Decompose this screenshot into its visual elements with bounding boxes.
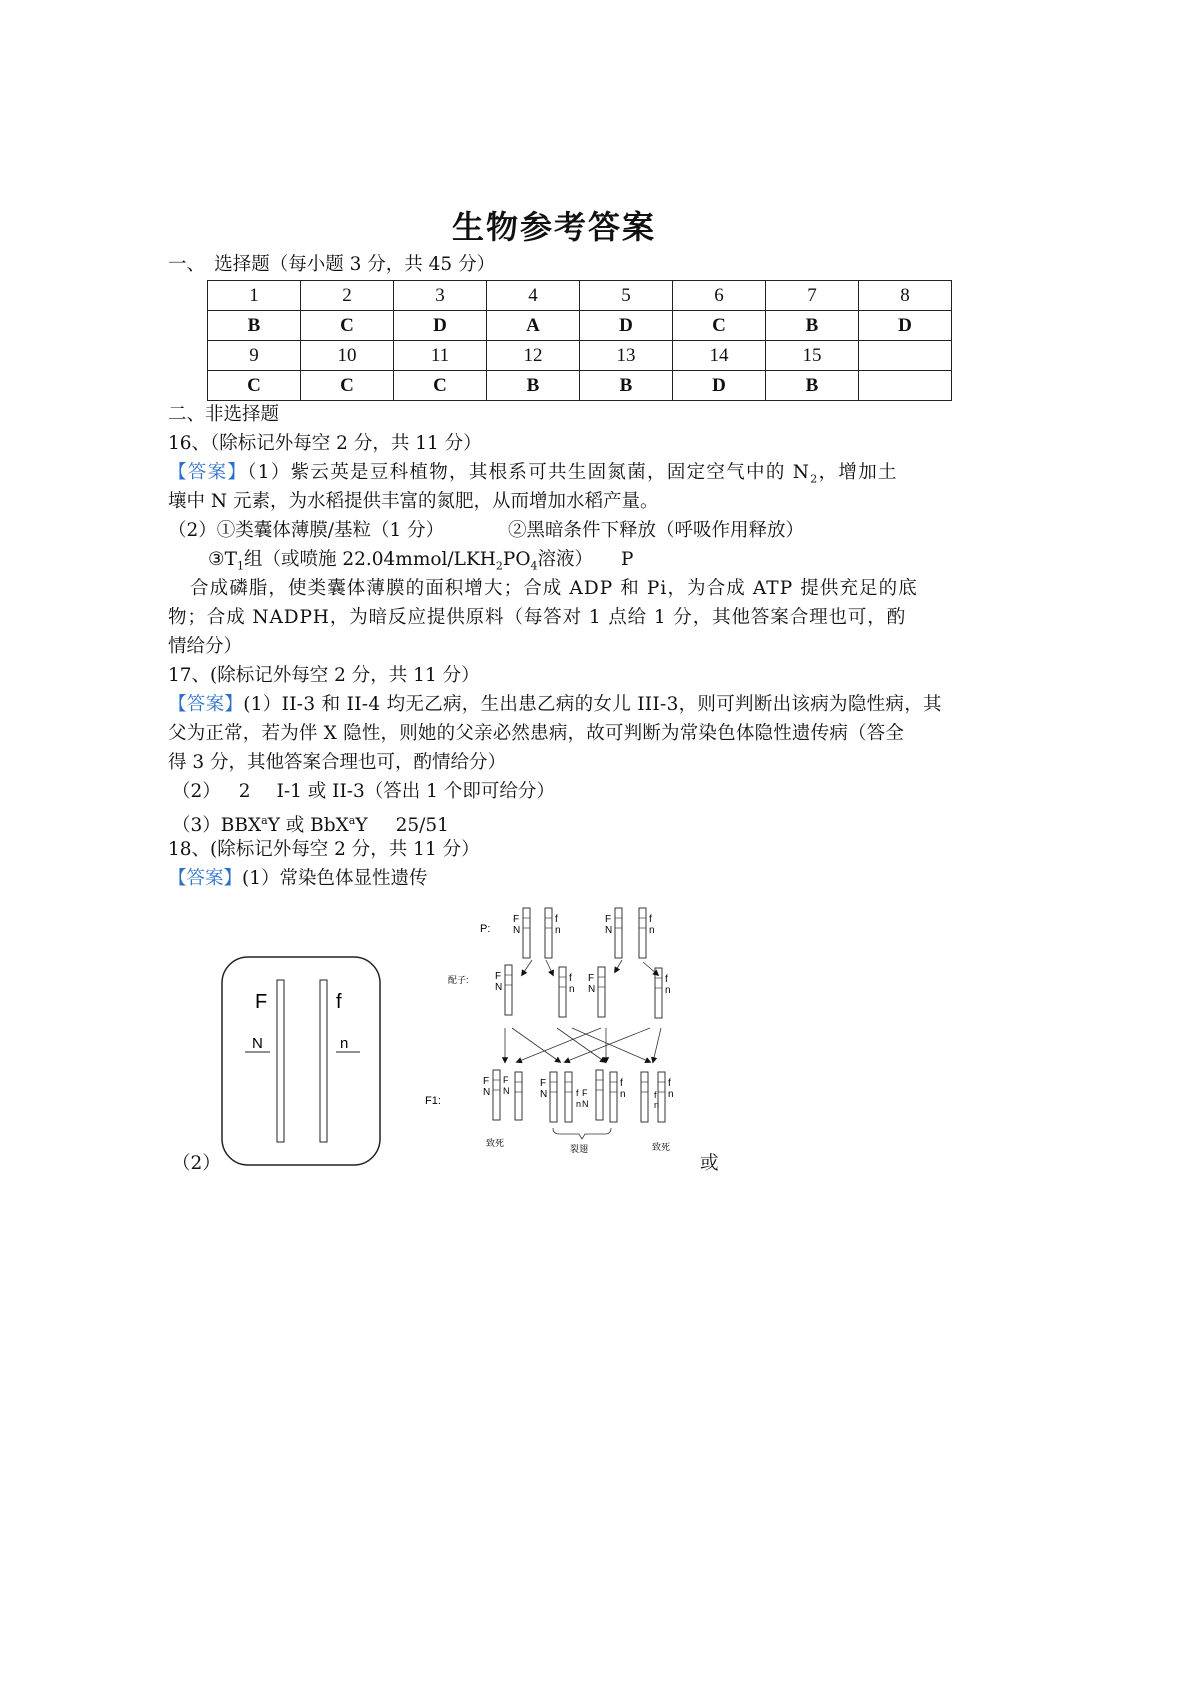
chromosome — [658, 1072, 665, 1122]
answer-cell: C — [301, 311, 394, 341]
answer-tag: 【答案】 — [168, 462, 248, 483]
answer-cell: C — [673, 311, 766, 341]
q17-line-3: 得 3 分，其他答案合理也可，酌情给分） — [168, 752, 507, 773]
chromosome — [523, 908, 530, 958]
chromosome — [515, 1072, 522, 1120]
arrow — [557, 1028, 605, 1062]
question-number-cell: 3 — [394, 281, 487, 311]
svg-text:N: N — [605, 925, 613, 936]
svg-text:N: N — [582, 1099, 589, 1109]
svg-text:f: f — [336, 991, 342, 1013]
svg-text:F: F — [255, 991, 268, 1013]
q16-line-2: 壤中 N 元素，为水稻提供丰富的氮肥，从而增加水稻产量。 — [168, 491, 659, 512]
q17-line-1: 【答案】(1）II-3 和 II-4 均无乙病，生出患乙病的女儿 III-3，则可判断出该病为隐性病，其 — [168, 694, 942, 715]
svg-text:裂翅: 裂翅 — [570, 1144, 589, 1154]
arrow — [522, 960, 532, 975]
arrow — [565, 1028, 650, 1062]
q17-line-2: 父为正常，若为伴 X 隐性，则她的父亲必然患病，故可判断为常染色体隐性遗传病（答全 — [168, 723, 905, 744]
chromosome — [596, 1070, 603, 1120]
q16-header: 16、（除标记外每空 2 分，共 11 分） — [168, 433, 482, 454]
question-number-cell: 13 — [580, 341, 673, 371]
svg-text:n: n — [340, 1035, 349, 1052]
question-number-cell: 1 — [208, 281, 301, 311]
chromosome — [610, 1072, 617, 1122]
chromosome — [493, 1070, 500, 1120]
answer-cell: D — [394, 311, 487, 341]
chromosome — [639, 908, 646, 958]
chromosome — [505, 965, 512, 1015]
arrow — [653, 1028, 661, 1062]
svg-text:N: N — [252, 1035, 263, 1052]
svg-text:F: F — [483, 1076, 490, 1087]
svg-text:F: F — [540, 1078, 547, 1089]
svg-text:N: N — [503, 1086, 510, 1096]
svg-text:F: F — [495, 971, 502, 982]
answer-cell: A — [487, 311, 580, 341]
svg-text:n: n — [665, 985, 671, 996]
svg-text:n: n — [654, 1100, 660, 1110]
question-number-cell: 10 — [301, 341, 394, 371]
q18-line-1: 【答案】(1）常染色体显性遗传 — [168, 868, 428, 889]
answer-cell: B — [487, 371, 580, 401]
q17-header: 17、(除标记外每空 2 分，共 11 分） — [168, 665, 480, 686]
q16-line-4: $③T_1$组（或喷施 $22.04mmol/LKH_2PO_4$溶液） P — [208, 549, 634, 573]
chromosome — [655, 968, 662, 1018]
svg-text:F: F — [605, 914, 612, 925]
q18-or: 或 — [700, 1153, 719, 1174]
answer-cell: C — [394, 371, 487, 401]
question-number-cell: 9 — [208, 341, 301, 371]
q18-line-2: （2） — [172, 1153, 221, 1174]
chromosome — [565, 1072, 572, 1122]
section-2-heading: 二、非选择题 — [168, 404, 280, 425]
svg-text:f: f — [668, 1078, 671, 1089]
question-number-cell: 12 — [487, 341, 580, 371]
arrow — [643, 962, 658, 975]
q16-line-3a: （2）①类囊体薄膜/基粒（1 分） — [168, 520, 445, 541]
svg-text:F1:: F1: — [425, 1095, 441, 1107]
question-number-cell: 15 — [766, 341, 859, 371]
q16-line-6: 物；合成 NADPH，为暗反应提供原料（每答对 1 点给 1 分，其他答案合理也可，酌 — [168, 607, 907, 628]
svg-text:N: N — [495, 982, 503, 993]
svg-text:n: n — [555, 925, 561, 936]
svg-text:配子:: 配子: — [448, 975, 469, 985]
arrow — [615, 960, 622, 972]
answer-cell: C — [208, 371, 301, 401]
svg-text:f: f — [620, 1078, 623, 1089]
q16-line-1: 【答案】（1）紫云英是豆科植物，其根系可共生固氮菌，固定空气中的 $N_2$，增加土 — [168, 462, 898, 486]
q17-line-5: （3）BBX$^a$Y 或 BbX$^a$Y 25/51 — [172, 814, 449, 837]
svg-text:N: N — [588, 984, 596, 995]
svg-text:f: f — [649, 914, 652, 925]
svg-text:F: F — [513, 914, 520, 925]
chromosome — [598, 967, 605, 1017]
svg-text:F: F — [503, 1075, 509, 1085]
answer-cell: D — [580, 311, 673, 341]
svg-text:n: n — [576, 1099, 582, 1109]
question-number-cell: 4 — [487, 281, 580, 311]
page-title: 生物参考答案 — [451, 208, 656, 246]
svg-text:致死: 致死 — [652, 1142, 671, 1152]
svg-text:N: N — [540, 1089, 548, 1100]
question-number-cell: 8 — [859, 281, 952, 311]
q16-line-5: 合成磷脂，使类囊体薄膜的面积增大；合成 ADP 和 Pi，为合成 ATP 提供充足的底 — [190, 578, 918, 599]
q17-line-4: （2） 2 I-1 或 II-3（答出 1 个即可给分） — [172, 781, 555, 802]
chromosome — [615, 908, 622, 958]
answer-cell: B — [580, 371, 673, 401]
chromosome-pair-diagram — [222, 957, 380, 1165]
svg-text:F: F — [582, 1088, 588, 1098]
answer-cell: B — [208, 311, 301, 341]
svg-text:F: F — [588, 973, 595, 984]
answer-cell: C — [301, 371, 394, 401]
question-number-cell: 5 — [580, 281, 673, 311]
question-number-cell: 2 — [301, 281, 394, 311]
svg-text:f: f — [654, 1090, 657, 1100]
chromosome — [550, 1072, 557, 1122]
svg-text:n: n — [620, 1089, 626, 1100]
q16-line-7: 情给分） — [168, 636, 243, 657]
answer-cell: D — [859, 311, 952, 341]
answer-cell: B — [766, 311, 859, 341]
question-number-cell: 14 — [673, 341, 766, 371]
svg-text:n: n — [649, 925, 655, 936]
svg-text:f: f — [576, 1088, 579, 1098]
question-number-cell: 7 — [766, 281, 859, 311]
q16-line-3b: ②黑暗条件下释放（呼吸作用释放） — [508, 520, 805, 541]
chromosome — [641, 1072, 648, 1122]
chromosome — [545, 908, 552, 958]
arrow — [546, 960, 553, 975]
svg-text:致死: 致死 — [486, 1138, 505, 1148]
chromosome — [559, 967, 566, 1017]
answer-cell: D — [673, 371, 766, 401]
question-number-cell: 6 — [673, 281, 766, 311]
question-number-cell: 11 — [394, 341, 487, 371]
svg-text:f: f — [569, 973, 572, 984]
answer-cell: B — [766, 371, 859, 401]
svg-text:f: f — [555, 914, 558, 925]
svg-text:n: n — [569, 984, 575, 995]
svg-text:N: N — [513, 925, 521, 936]
svg-text:P:: P: — [480, 923, 491, 935]
svg-text:n: n — [668, 1089, 674, 1100]
q18-header: 18、(除标记外每空 2 分，共 11 分） — [168, 839, 480, 860]
svg-text:f: f — [665, 974, 668, 985]
arrow — [517, 1028, 601, 1062]
arrow — [512, 1028, 560, 1062]
section-1-heading: 一、 选择题（每小题 3 分，共 45 分） — [168, 254, 496, 275]
cross-diagram — [425, 908, 674, 1154]
svg-text:N: N — [483, 1087, 491, 1098]
